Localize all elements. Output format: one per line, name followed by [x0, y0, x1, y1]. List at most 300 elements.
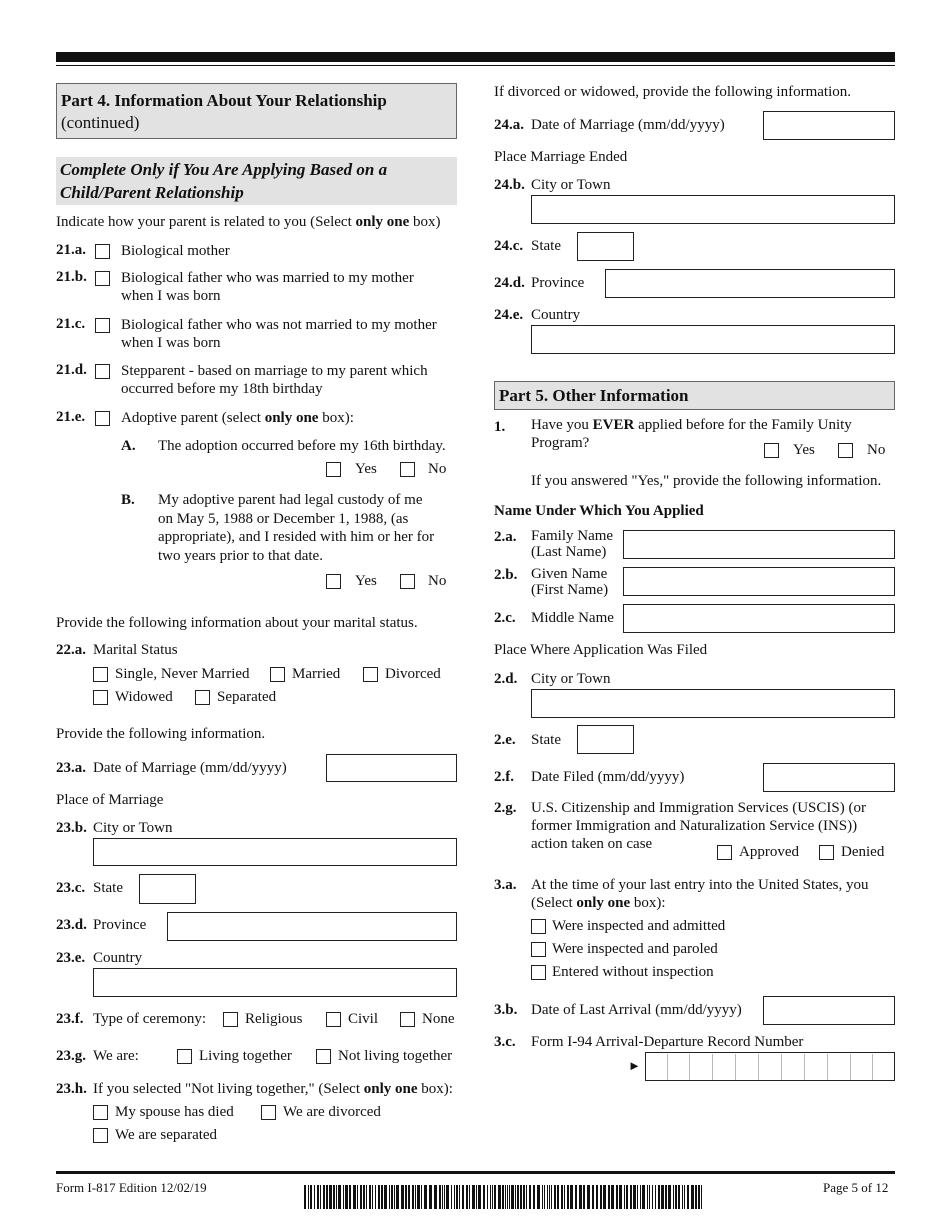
barcode-bar — [360, 1185, 362, 1209]
q2e-label: State — [531, 732, 561, 748]
barcode-bar — [507, 1185, 508, 1209]
approved-label: Approved — [739, 844, 799, 860]
barcode-bar — [343, 1185, 344, 1209]
barcode-bar — [526, 1185, 527, 1209]
q3a-number: 3.a. — [494, 877, 517, 893]
barcode-bar — [320, 1185, 321, 1209]
barcode-bar — [655, 1185, 656, 1209]
top-border-bar — [56, 52, 895, 62]
barcode-bar — [611, 1185, 614, 1209]
i94-digit-divider — [781, 1054, 782, 1080]
q22a-label: Marital Status — [93, 642, 178, 658]
child-parent-section-header — [56, 157, 457, 205]
q24d-province-input[interactable] — [605, 269, 895, 298]
marital-married-label: Married — [292, 666, 341, 682]
q21a-checkbox[interactable] — [95, 244, 110, 259]
i94-digit-divider — [804, 1054, 805, 1080]
barcode-bar — [421, 1185, 422, 1209]
barcode-bar — [661, 1185, 664, 1209]
barcode-bar — [442, 1185, 443, 1209]
barcode-bar — [579, 1185, 582, 1209]
barcode-bar — [415, 1185, 416, 1209]
barcode-bar — [564, 1185, 565, 1209]
barcode-bar — [567, 1185, 569, 1209]
i94-digit-divider — [758, 1054, 759, 1080]
divorced-intro-text: If divorced or widowed, provide the following information. — [494, 84, 851, 100]
q1-no-checkbox[interactable] — [838, 443, 853, 458]
barcode-bar — [366, 1185, 367, 1209]
q24b-label: City or Town — [531, 177, 611, 193]
q1-line1 — [531, 416, 852, 434]
barcode-bar — [338, 1185, 341, 1209]
marital-married-checkbox[interactable] — [270, 667, 285, 682]
place-marriage-ended-text: Place Marriage Ended — [494, 149, 628, 165]
ceremony-none-label: None — [422, 1011, 455, 1027]
we-separated-checkbox[interactable] — [93, 1128, 108, 1143]
q21d-checkbox[interactable] — [95, 364, 110, 379]
q23b-number: 23.b. — [56, 820, 87, 836]
q21e-b-line1: My adoptive parent had legal custody of me — [158, 492, 423, 508]
q21c-line1: Biological father who was not married to my mother — [121, 317, 437, 333]
q24a-number: 24.a. — [494, 117, 524, 133]
living-together-checkbox[interactable] — [177, 1049, 192, 1064]
q1-yes-checkbox[interactable] — [764, 443, 779, 458]
q21e-b-yes-label: Yes — [355, 573, 377, 589]
barcode-bar — [333, 1185, 335, 1209]
barcode-bar — [637, 1185, 638, 1209]
q21e-b-line4: two years prior to that date. — [158, 548, 323, 565]
q3a-label — [531, 876, 868, 912]
q2d-label: City or Town — [531, 671, 611, 687]
barcode-bar — [469, 1185, 470, 1209]
family-name-input[interactable] — [623, 530, 895, 559]
barcode-bar — [511, 1185, 514, 1209]
barcode-bar — [424, 1185, 427, 1209]
part4-header — [56, 83, 457, 139]
barcode-bar — [701, 1185, 702, 1209]
barcode-bar — [478, 1185, 481, 1209]
marital-separated-label: Separated — [217, 689, 277, 705]
marital-widowed-checkbox[interactable] — [93, 690, 108, 705]
barcode-bar — [554, 1185, 556, 1209]
q23h-label — [93, 1080, 453, 1098]
q3b-label: Date of Last Arrival (mm/dd/yyyy) — [531, 1002, 742, 1018]
ceremony-religious-label: Religious — [245, 1011, 303, 1027]
arrow-icon: ► — [628, 1058, 641, 1073]
q23f-number: 23.f. — [56, 1011, 84, 1027]
q23a-date-input[interactable] — [326, 754, 457, 782]
q1-yes-label: Yes — [793, 442, 815, 458]
marital-widowed-label: Widowed — [115, 689, 173, 705]
barcode-bar — [640, 1185, 641, 1209]
barcode-bar — [405, 1185, 407, 1209]
last-arrival-date-input[interactable] — [763, 996, 895, 1025]
q2f-label: Date Filed (mm/dd/yyyy) — [531, 769, 685, 785]
i94-number-input[interactable] — [645, 1052, 895, 1081]
ceremony-civil-label: Civil — [348, 1011, 379, 1027]
barcode-bar — [494, 1185, 496, 1209]
barcode-bar — [600, 1185, 602, 1209]
q21e-b-line3: appropriate), and I resided with him or her for — [158, 529, 435, 546]
q21e-b-no-checkbox[interactable] — [400, 574, 415, 589]
q21c-line2: when I was born — [121, 335, 221, 351]
q23b-label: City or Town — [93, 820, 173, 836]
q21b-line2: when I was born — [121, 288, 221, 304]
barcode-bar — [434, 1185, 437, 1209]
barcode-bar — [483, 1185, 485, 1209]
barcode-bar — [678, 1185, 680, 1209]
we-divorced-checkbox[interactable] — [261, 1105, 276, 1120]
q21e-b-letter: B. — [121, 492, 135, 508]
date-filed-input[interactable] — [763, 763, 895, 792]
inspected-admitted-checkbox[interactable] — [531, 919, 546, 934]
barcode-bar — [446, 1185, 449, 1209]
q3a-bold: only one — [576, 895, 631, 911]
barcode-bar — [647, 1185, 648, 1209]
barcode-bar — [378, 1185, 380, 1209]
top-border-line — [56, 65, 895, 66]
barcode-bar — [490, 1185, 491, 1209]
q2b-line1: Given Name — [531, 566, 608, 582]
barcode-bar — [472, 1185, 475, 1209]
barcode-bar — [336, 1185, 337, 1209]
barcode-bar — [412, 1185, 414, 1209]
barcode-bar — [698, 1185, 700, 1209]
barcode-bar — [684, 1185, 685, 1209]
q23c-state-input[interactable] — [139, 874, 196, 904]
barcode-bar — [557, 1185, 559, 1209]
barcode-bar — [547, 1185, 548, 1209]
q24a-date-input[interactable] — [763, 111, 895, 140]
approved-checkbox[interactable] — [717, 845, 732, 860]
barcode-bar — [523, 1185, 525, 1209]
q23e-country-input[interactable] — [93, 968, 457, 997]
q21e-b-label — [158, 491, 434, 566]
q21e-a-no-checkbox[interactable] — [400, 462, 415, 477]
q2b-label — [531, 566, 608, 598]
q24d-number: 24.d. — [494, 275, 525, 291]
q23a-number: 23.a. — [56, 760, 86, 776]
q21a-number: 21.a. — [56, 242, 86, 258]
q24c-label: State — [531, 238, 561, 254]
q21e-label — [121, 409, 354, 427]
q24b-number: 24.b. — [494, 177, 525, 193]
barcode-bar — [408, 1185, 410, 1209]
i94-digit-divider — [850, 1054, 851, 1080]
q23c-number: 23.c. — [56, 880, 86, 896]
q24d-label: Province — [531, 275, 585, 291]
not-living-together-label: Not living together — [338, 1048, 453, 1064]
q23e-label: Country — [93, 950, 143, 966]
barcode-bar — [603, 1185, 606, 1209]
denied-label: Denied — [841, 844, 885, 860]
q1-line2: Program? — [531, 435, 590, 451]
barcode-bar — [357, 1185, 358, 1209]
ceremony-civil-checkbox[interactable] — [326, 1012, 341, 1027]
q2g-line3: action taken on case — [531, 836, 653, 852]
q23d-province-input[interactable] — [167, 912, 457, 941]
q21e-a-letter: A. — [121, 438, 136, 454]
barcode-bar — [587, 1185, 590, 1209]
q23e-number: 23.e. — [56, 950, 86, 966]
part4-subtitle: (continued) — [61, 113, 140, 132]
q2a-line1: Family Name — [531, 528, 614, 544]
q1-post: applied before for the Family Unity — [634, 417, 852, 433]
form-edition-text: Form I-817 Edition 12/02/19 — [56, 1180, 207, 1195]
barcode-bar — [633, 1185, 636, 1209]
q21e-a-label: The adoption occurred before my 16th birthday. — [158, 438, 446, 454]
we-divorced-label: We are divorced — [283, 1104, 381, 1120]
intro-bold: only one — [355, 214, 410, 230]
marital-divorced-checkbox[interactable] — [363, 667, 378, 682]
i94-digit-divider — [689, 1054, 690, 1080]
q1-bold: EVER — [592, 417, 635, 433]
q21b-number: 21.b. — [56, 269, 87, 285]
barcode-bar — [608, 1185, 610, 1209]
spouse-died-checkbox[interactable] — [93, 1105, 108, 1120]
q3b-number: 3.b. — [494, 1002, 518, 1018]
i94-digit-divider — [872, 1054, 873, 1080]
barcode-bar — [570, 1185, 573, 1209]
q23h-pre: If you selected "Not living together," (Select — [93, 1081, 364, 1097]
spouse-died-label: My spouse has died — [115, 1104, 234, 1120]
without-inspection-checkbox[interactable] — [531, 965, 546, 980]
ceremony-religious-checkbox[interactable] — [223, 1012, 238, 1027]
i94-digit-divider — [735, 1054, 736, 1080]
q2a-line2: (Last Name) — [531, 544, 607, 560]
barcode-bar — [396, 1185, 399, 1209]
inspected-paroled-checkbox[interactable] — [531, 942, 546, 957]
q3a-line2 — [531, 894, 868, 912]
q2g-label — [531, 799, 866, 853]
barcode-bar — [517, 1185, 519, 1209]
barcode-bar — [668, 1185, 671, 1209]
q23d-label: Province — [93, 917, 147, 933]
given-name-input[interactable] — [623, 567, 895, 596]
q23b-city-input[interactable] — [93, 838, 457, 866]
q21e-post: box): — [318, 410, 354, 426]
marital-separated-checkbox[interactable] — [195, 690, 210, 705]
i94-digit-divider — [712, 1054, 713, 1080]
q21e-a-yes-checkbox[interactable] — [326, 462, 341, 477]
q21c-checkbox[interactable] — [95, 318, 110, 333]
barcode-bar — [616, 1185, 618, 1209]
barcode-bar — [326, 1185, 328, 1209]
footer-rule — [56, 1171, 895, 1174]
barcode-bar — [381, 1185, 383, 1209]
q2a-label — [531, 528, 613, 560]
barcode-bar — [575, 1185, 577, 1209]
q2f-number: 2.f. — [494, 769, 514, 785]
intro-pre: Indicate how your parent is related to you (Select — [56, 214, 356, 230]
barcode-bar — [619, 1185, 622, 1209]
barcode-bar — [583, 1185, 585, 1209]
barcode-bar — [652, 1185, 653, 1209]
ceremony-none-checkbox[interactable] — [400, 1012, 415, 1027]
living-together-label: Living together — [199, 1048, 292, 1064]
q21e-checkbox[interactable] — [95, 411, 110, 426]
barcode-bar — [487, 1185, 488, 1209]
q24c-state-input[interactable] — [577, 232, 634, 261]
filed-state-input[interactable] — [577, 725, 634, 754]
barcode-bar — [363, 1185, 365, 1209]
q21e-pre: Adoptive parent (select — [121, 410, 265, 426]
marital-single-checkbox[interactable] — [93, 667, 108, 682]
q24a-label: Date of Marriage (mm/dd/yyyy) — [531, 117, 725, 133]
q23c-label: State — [93, 880, 123, 896]
barcode-bar — [459, 1185, 460, 1209]
barcode-bar — [323, 1185, 325, 1209]
barcode-bar — [492, 1185, 493, 1209]
q2c-label: Middle Name — [531, 610, 614, 626]
page-number-text: Page 5 of 12 — [823, 1180, 889, 1195]
place-of-marriage-text: Place of Marriage — [56, 792, 164, 808]
parent-intro-text — [56, 213, 441, 231]
barcode-bar — [444, 1185, 445, 1209]
barcode-bar — [533, 1185, 535, 1209]
barcode-bar — [429, 1185, 432, 1209]
barcode-bar — [394, 1185, 395, 1209]
barcode-bar — [308, 1185, 309, 1209]
barcode-bar — [515, 1185, 516, 1209]
barcode-bar — [329, 1185, 332, 1209]
barcode-bar — [695, 1185, 697, 1209]
q2b-line2: (First Name) — [531, 582, 609, 598]
q1-pre: Have you — [531, 417, 593, 433]
barcode-bar — [675, 1185, 677, 1209]
barcode-bar — [314, 1185, 315, 1209]
q2a-number: 2.a. — [494, 529, 517, 545]
barcode-bar — [505, 1185, 506, 1209]
q2g-line2: former Immigration and Naturalization Service (INS)) — [531, 818, 858, 834]
barcode-bar — [389, 1185, 390, 1209]
q24b-city-input[interactable] — [531, 195, 895, 224]
q3c-number: 3.c. — [494, 1034, 516, 1050]
q21a-label: Biological mother — [121, 243, 230, 259]
q2e-number: 2.e. — [494, 732, 516, 748]
barcode-bar — [456, 1185, 458, 1209]
denied-checkbox[interactable] — [819, 845, 834, 860]
we-separated-label: We are separated — [115, 1127, 218, 1143]
q21e-a-yes-label: Yes — [355, 461, 377, 477]
section-title-line2: Child/Parent Relationship — [60, 183, 244, 202]
barcode-bar — [626, 1185, 628, 1209]
barcode-bar — [391, 1185, 393, 1209]
q21e-b-no-label: No — [428, 573, 447, 589]
barcode-bar — [544, 1185, 545, 1209]
barcode-bar — [417, 1185, 420, 1209]
q23f-label: Type of ceremony: — [93, 1011, 207, 1027]
q2c-number: 2.c. — [494, 610, 516, 626]
q21d-line1: Stepparent - based on marriage to my parent which — [121, 363, 428, 379]
q23g-label: We are: — [93, 1048, 139, 1064]
part5-title: Part 5. Other Information — [499, 386, 689, 405]
q23d-number: 23.d. — [56, 917, 87, 933]
q21c-number: 21.c. — [56, 316, 86, 332]
marital-single-label: Single, Never Married — [115, 666, 250, 682]
barcode-bar — [509, 1185, 510, 1209]
q2b-number: 2.b. — [494, 567, 518, 583]
q21e-b-yes-checkbox[interactable] — [326, 574, 341, 589]
q23a-label: Date of Marriage (mm/dd/yyyy) — [93, 760, 287, 776]
barcode-bar — [369, 1185, 371, 1209]
barcode-bar — [561, 1185, 563, 1209]
q21b-checkbox[interactable] — [95, 271, 110, 286]
barcode-bar — [462, 1185, 464, 1209]
q1-number: 1. — [494, 419, 506, 435]
barcode-bar — [476, 1185, 477, 1209]
part4-title: Part 4. Information About Your Relationship — [61, 91, 387, 110]
barcode-bar — [317, 1185, 319, 1209]
barcode-bar — [372, 1185, 373, 1209]
q2g-number: 2.g. — [494, 800, 517, 816]
q1-no-label: No — [867, 442, 886, 458]
barcode-bar — [642, 1185, 645, 1209]
barcode-bar — [310, 1185, 312, 1209]
barcode-bar — [687, 1185, 689, 1209]
section-title-line1: Complete Only if You Are Applying Based on a — [60, 160, 388, 179]
without-inspection-label: Entered without inspection — [552, 964, 714, 980]
inspected-admitted-label: Were inspected and admitted — [552, 918, 726, 934]
filed-city-input[interactable] — [531, 689, 895, 718]
q21b-label — [121, 269, 414, 305]
q21b-line1: Biological father who was married to my mother — [121, 270, 414, 286]
q21e-b-line2: on May 5, 1988 or December 1, 1988, (as — [158, 510, 409, 527]
intro-post: box) — [409, 214, 441, 230]
barcode-bar — [691, 1185, 694, 1209]
barcode-bar — [624, 1185, 625, 1209]
q23h-number: 23.h. — [56, 1081, 87, 1097]
barcode-bar — [551, 1185, 552, 1209]
marital-intro-text: Provide the following information about your marital status. — [56, 615, 418, 631]
not-living-together-checkbox[interactable] — [316, 1049, 331, 1064]
q24e-country-input[interactable] — [531, 325, 895, 354]
q23h-bold: only one — [363, 1081, 418, 1097]
marital-divorced-label: Divorced — [385, 666, 441, 682]
i94-digit-divider — [667, 1054, 668, 1080]
barcode-bar — [682, 1185, 683, 1209]
q23g-number: 23.g. — [56, 1048, 86, 1064]
q3c-label: Form I-94 Arrival-Departure Record Number — [531, 1034, 804, 1050]
middle-name-input[interactable] — [623, 604, 895, 633]
q3a-post: box): — [630, 895, 666, 911]
q24c-number: 24.c. — [494, 238, 524, 254]
if-yes-text: If you answered "Yes," provide the following information. — [531, 473, 882, 489]
name-applied-heading: Name Under Which You Applied — [494, 503, 704, 519]
barcode-bar — [549, 1185, 550, 1209]
barcode-bar — [529, 1185, 531, 1209]
barcode-bar — [375, 1185, 376, 1209]
barcode-bar — [384, 1185, 387, 1209]
barcode-bar — [466, 1185, 468, 1209]
barcode-bar — [498, 1185, 501, 1209]
q21d-line2: occurred before my 18th birthday — [121, 381, 323, 397]
q21e-bold: only one — [264, 410, 319, 426]
barcode-bar — [451, 1185, 452, 1209]
barcode-bar — [537, 1185, 540, 1209]
provide-info-text: Provide the following information. — [56, 726, 266, 742]
q2g-line1: U.S. Citizenship and Immigration Services (USCIS) (or — [531, 800, 866, 816]
barcode-bar — [649, 1185, 650, 1209]
barcode-bar — [658, 1185, 660, 1209]
barcode-bar — [349, 1185, 351, 1209]
barcode-bar — [542, 1185, 543, 1209]
barcode-bar — [665, 1185, 667, 1209]
barcode-image — [304, 1185, 708, 1209]
q21d-label — [121, 362, 428, 398]
barcode-bar — [454, 1185, 455, 1209]
barcode-bar — [304, 1185, 306, 1209]
